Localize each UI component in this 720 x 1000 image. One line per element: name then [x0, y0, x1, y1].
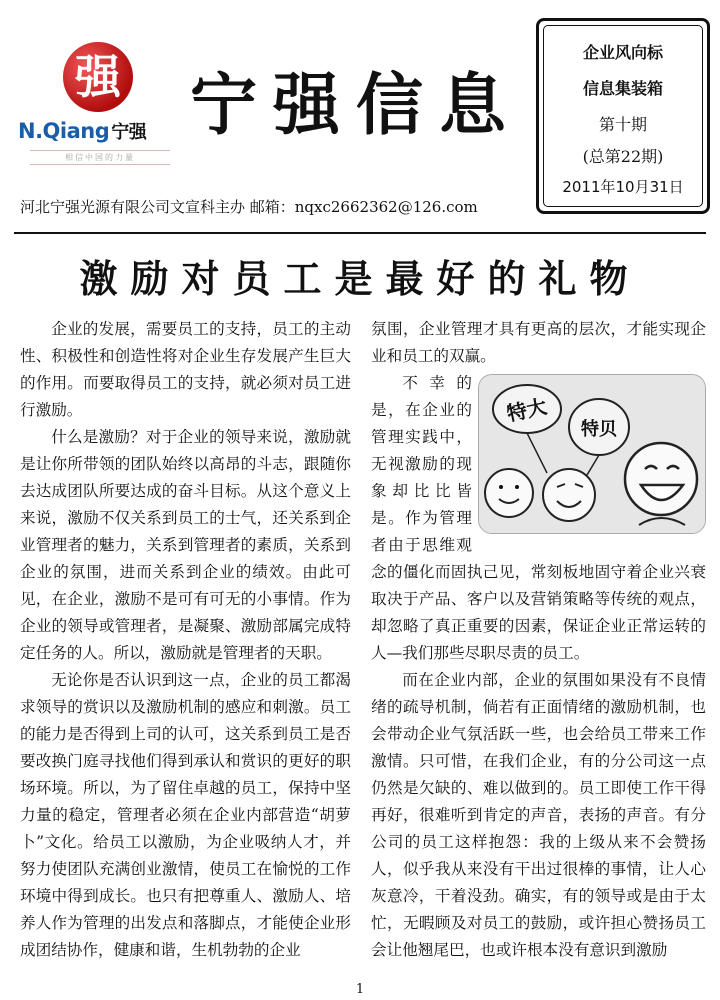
article-paragraph: 企业的发展，需要员工的支持，员工的主动性、积极性和创造性将对企业生存发展产生巨大的作用。而要取得员工的支持，就必须对员工进行激励。: [20, 320, 351, 419]
issue-box: [536, 18, 710, 214]
article-paragraph: 什么是激励？对于企业的领导来说，激励就是让你所带领的团队始终以高昂的斗志，跟随你去达成团队所要达成的奋斗目标。从这个意义上来说，激励不仅关系到员工的士气，还关系到企业管理者的魅力，关系到管理者的素质，关系到企业的氛围，进而关系到企业的绩效。由此可见，在企业，激励不是可有可无的小事情。作为企业的领导或管理者，是凝聚、激励部属完成特定任务的人。所以，激励就是管理者的天职。: [20, 428, 351, 662]
publisher-info: 河北宁强光源有限公司文宣科主办 邮箱：nqxc2662362@126.com: [20, 198, 478, 216]
logo-brand: [18, 118, 146, 144]
header-rule: [14, 232, 706, 234]
article-headline: 激励对员工是最好的礼物: [79, 256, 641, 301]
article-paragraph: [371, 370, 706, 667]
left-column: [20, 316, 351, 964]
right-column: [371, 316, 706, 964]
balloon-label-1: 特大: [504, 394, 549, 426]
logo-emblem-char: 强: [75, 50, 121, 104]
article-paragraph: 氛围，企业管理才具有更高的层次，才能实现企业和员工的双赢。: [371, 320, 706, 365]
cartoon-illustration: [478, 374, 706, 534]
balloon-label-2: 特贝: [581, 419, 617, 440]
article-paragraph-text: 不幸的是，在企业的管理实践中，无视激励的现象却比比皆是。作为管理者由于思维观念的僵化而固执己见，常刻板地固守着企业兴衰取决于产品、客户以及营销策略等传统的观点，却忽略了真正重要的因素，保证企业正常运转的人—我们那些尽职尽责的员工。: [371, 374, 706, 662]
company-logo: [18, 38, 193, 168]
issue-tagline-1: 企业风向标: [582, 43, 663, 62]
masthead-title: 宁强信息: [190, 65, 522, 144]
issue-total: (总第22期): [582, 147, 664, 166]
issue-number: 第十期: [598, 115, 647, 134]
logo-brand-cn: 宁强: [111, 122, 147, 143]
logo-brand-latin: N.Qiang: [18, 119, 110, 143]
logo-slogan: 相信中国的力量: [30, 150, 170, 165]
article-paragraph: 无论你是否认识到这一点，企业的员工都渴求领导的赏识以及激励机制的感应和刺激。员工的能力是否得到上司的认可，这关系到员工是否要改换门庭寻找他们得到承认和赏识的更好的职场环境。所以，为了留住卓越的员工，保持中坚力量的稳定，管理者必须在企业内部营造“胡萝卜”文化。给员工以激励，为企业吸纳人才，并努力使团队充满创业激情，使员工在愉悦的工作环境中得到成长。也只有把尊重人、激励人、培养人作为管理的出发点和落脚点，才能使企业形成团结协作，健康和谐，生机勃勃的企业: [20, 671, 351, 959]
page-number: 1: [355, 982, 365, 997]
issue-tagline-2: 信息集装箱: [582, 79, 663, 98]
article-paragraph: 而在企业内部，企业的氛围如果没有不良情绪的疏导机制，倘若有正面情绪的激励机制，也会带动企业气氛活跃一些，也会给员工带来工作激情。只可惜，在我们企业，有的分公司这一点仍然是欠缺的、难以做到的。员工即使工作干得再好，很难听到肯定的声音，表扬的声音。有分公司的员工这样抱怨：我的上级从来不会赞扬人，似乎我从来没有干出过很棒的事情，让人心灰意冷，干着没劲。确实，有的领导或是由于太忙，无暇顾及对员工的鼓励，或许担心赞扬员工会让他翘尾巴，也或许根本没有意识到激励: [371, 671, 706, 959]
issue-date: 2011年10月31日: [562, 178, 684, 196]
